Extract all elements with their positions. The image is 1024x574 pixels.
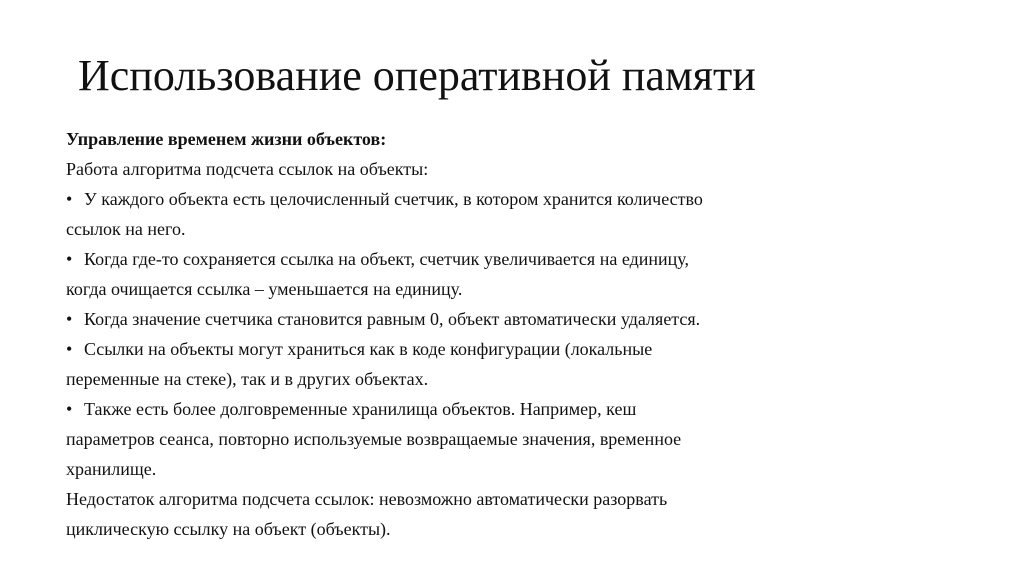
section-heading: [66, 124, 966, 154]
line-text: Работа алгоритма подсчета ссылок на объекты:: [66, 159, 429, 179]
text-line: [66, 454, 966, 484]
line-text: Также есть более долговременные хранилища объектов. Например, кеш: [84, 399, 637, 419]
line-text: Ссылки на объекты могут храниться как в коде конфигурации (локальные: [84, 339, 653, 359]
line-text: переменные на стеке), так и в других объектах.: [66, 369, 429, 389]
bullet-item: [66, 244, 966, 274]
bullet-marker: •: [66, 399, 73, 419]
line-text: Когда где-то сохраняется ссылка на объект, счетчик увеличивается на единицу,: [84, 249, 689, 269]
line-text: Недостаток алгоритма подсчета ссылок: невозможно автоматически разорвать: [66, 489, 668, 509]
line-text: когда очищается ссылка – уменьшается на единицу.: [66, 279, 463, 299]
text-line: [66, 484, 966, 514]
line-text: ссылок на него.: [66, 219, 186, 239]
bullet-item: [66, 334, 966, 364]
slide-title: Использование оперативной памяти: [78, 51, 756, 100]
text-line: [66, 274, 966, 304]
bullet-marker: •: [66, 309, 73, 329]
bullet-marker: •: [66, 339, 73, 359]
line-text: хранилище.: [66, 459, 157, 479]
line-text: параметров сеанса, повторно используемые возвращаемые значения, временное: [66, 429, 682, 449]
text-line: [66, 364, 966, 394]
bullet-marker: •: [66, 249, 73, 269]
line-text: Когда значение счетчика становится равным 0, объект автоматически удаляется.: [84, 309, 701, 329]
line-text: У каждого объекта есть целочисленный счетчик, в котором хранится количество: [84, 189, 703, 209]
bullet-item: [66, 394, 966, 424]
text-line: [66, 214, 966, 244]
bullet-item: [66, 304, 966, 334]
bullet-item: [66, 184, 966, 214]
slide-body: [66, 124, 966, 544]
line-text: Управление временем жизни объектов:: [66, 129, 387, 149]
text-line: [66, 514, 966, 544]
line-text: циклическую ссылку на объект (объекты).: [66, 519, 391, 539]
text-line: [66, 424, 966, 454]
bullet-marker: •: [66, 189, 73, 209]
text-line: [66, 154, 966, 184]
